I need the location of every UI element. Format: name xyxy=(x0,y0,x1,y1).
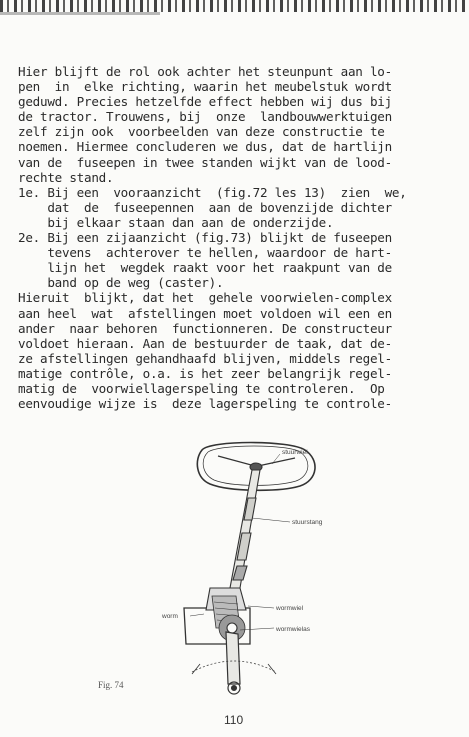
figure-caption: Fig. 74 xyxy=(98,680,124,690)
text-line: Hier blijft de rol ook achter het steunpunt aan lo- xyxy=(18,64,392,79)
list-item-2e xyxy=(18,230,458,290)
book-binding-edge xyxy=(0,0,469,12)
label-wormwielas: wormwielas xyxy=(276,626,310,633)
text-line: dat de fuseepennen aan de bovenzijde dichter xyxy=(18,199,392,215)
numbered-list xyxy=(18,185,458,291)
text-line: voldoet hieraan. Aan de bestuurder de taak, dat de- xyxy=(18,335,392,351)
text-line: pen in elke richting, waarin het meubelstuk wordt xyxy=(18,79,392,95)
text-line: aan heel wat afstellingen moet voldoen wil een en xyxy=(18,305,392,321)
text-line: Hieruit blijkt, dat het gehele voorwielen-complex xyxy=(18,290,392,306)
text-line: lijn het wegdek raakt voor het raakpunt van de xyxy=(18,260,392,276)
text-line: geduwd. Precies hetzelfde effect hebben wij dus bij xyxy=(18,94,392,110)
text-line: 2e. Bij een zijaanzicht (fig.73) blijkt de fuseepen xyxy=(18,230,392,246)
steering-mechanism-figure xyxy=(140,438,440,698)
text-line: rechte stand. xyxy=(18,169,114,185)
label-wormwiel: wormwiel xyxy=(276,605,304,612)
text-line: van de fuseepen in twee standen wijkt van de lood- xyxy=(18,154,392,170)
pitman-arm xyxy=(226,632,240,684)
text-line: bij elkaar staan dan aan de onderzijde. xyxy=(18,214,334,230)
text-line: tevens achterover te hellen, waardoor de hart- xyxy=(18,245,392,261)
label-stuurstang: stuurstang xyxy=(292,519,323,526)
label-worm: worm xyxy=(162,613,178,620)
text-line: ze afstellingen gehandhaafd blijven, middels regel- xyxy=(18,350,392,366)
text-line: band op de weg (caster). xyxy=(18,275,224,291)
text-line: noemen. Hiermee concluderen we dus, dat de hartlijn xyxy=(18,139,392,155)
text-line: 1e. Bij een vooraanzicht (fig.72 les 13) zien we, xyxy=(18,184,407,200)
text-line: ander naar behoren functionneren. De constructeur xyxy=(18,320,392,336)
list-item-1e xyxy=(18,185,458,230)
text-line: matige contrôle, o.a. is het zeer belangrijk regel- xyxy=(18,365,392,381)
paragraph-2 xyxy=(18,290,458,411)
text-line: eenvoudige wijze is deze lagerspeling te controle- xyxy=(18,396,392,412)
label-stuurwiel: stuurwiel xyxy=(282,449,308,456)
text-line: matig de voorwiellagerspeling te controleren. Op xyxy=(18,380,385,396)
text-line: de tractor. Trouwens, bij onze landbouwwerktuigen xyxy=(18,109,392,125)
paragraph-1 xyxy=(18,64,458,185)
book-binding-shadow xyxy=(0,12,160,15)
page-number: 110 xyxy=(224,713,244,727)
text-line: zelf zijn ook voorbeelden van deze constructie te xyxy=(18,124,385,140)
body-text xyxy=(18,64,458,411)
